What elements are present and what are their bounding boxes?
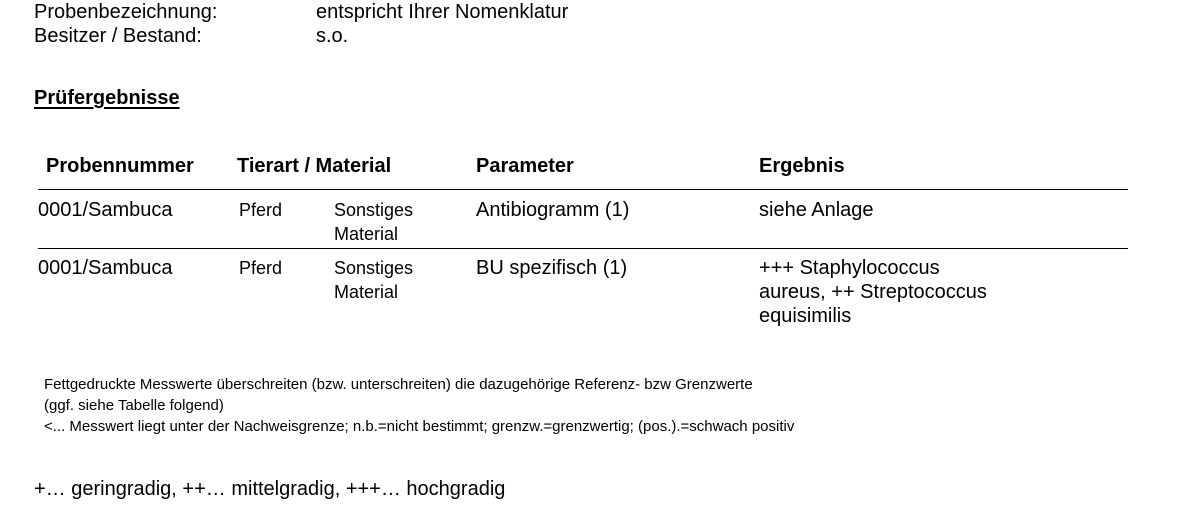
cell-parameter: BU spezifisch (1) xyxy=(476,257,628,279)
note-line2: (ggf. siehe Tabelle folgend) xyxy=(44,397,224,414)
header-animal-material: Tierart / Material xyxy=(237,155,392,177)
sample-value: entspricht Ihrer Nomenklatur xyxy=(316,1,569,23)
cell-result-line1: siehe Anlage xyxy=(759,199,874,221)
cell-result-line1: +++ Staphylococcus xyxy=(759,257,940,279)
note-line3: <... Messwert liegt unter der Nachweisgrenze; n.b.=nicht bestimmt; grenzw.=grenzwertig; (pos.).=schwach positiv xyxy=(44,418,795,435)
cell-material-line2: Material xyxy=(334,224,399,244)
cell-animal: Pferd xyxy=(239,258,283,278)
cell-sample-number: 0001/Sambuca xyxy=(38,257,173,279)
header-parameter: Parameter xyxy=(476,155,574,177)
section-title: Prüfergebnisse xyxy=(34,87,180,109)
note-line1: Fettgedruckte Messwerte überschreiten (bzw. unterschreiten) die dazugehörige Referenz- bzw Grenzwerte xyxy=(44,376,753,393)
grade-legend: +… geringradig, ++… mittelgradig, +++… hochgradig xyxy=(34,478,506,500)
cell-material-line2: Material xyxy=(334,282,399,302)
header-result: Ergebnis xyxy=(759,155,845,177)
cell-parameter: Antibiogramm (1) xyxy=(476,199,630,221)
cell-sample-number: 0001/Sambuca xyxy=(38,199,173,221)
cell-material-line1: Sonstiges xyxy=(334,200,414,220)
header-sample-number: Probennummer xyxy=(46,155,194,177)
cell-animal: Pferd xyxy=(239,200,283,220)
row-divider xyxy=(38,248,1128,249)
cell-result-line2: aureus, ++ Streptococcus xyxy=(759,281,987,303)
owner-value: s.o. xyxy=(316,25,349,47)
cell-material-line1: Sonstiges xyxy=(334,258,414,278)
sample-label: Probenbezeichnung: xyxy=(34,1,218,23)
cell-result-line3: equisimilis xyxy=(759,305,852,327)
owner-label: Besitzer / Bestand: xyxy=(34,25,202,47)
header-divider xyxy=(38,189,1128,190)
